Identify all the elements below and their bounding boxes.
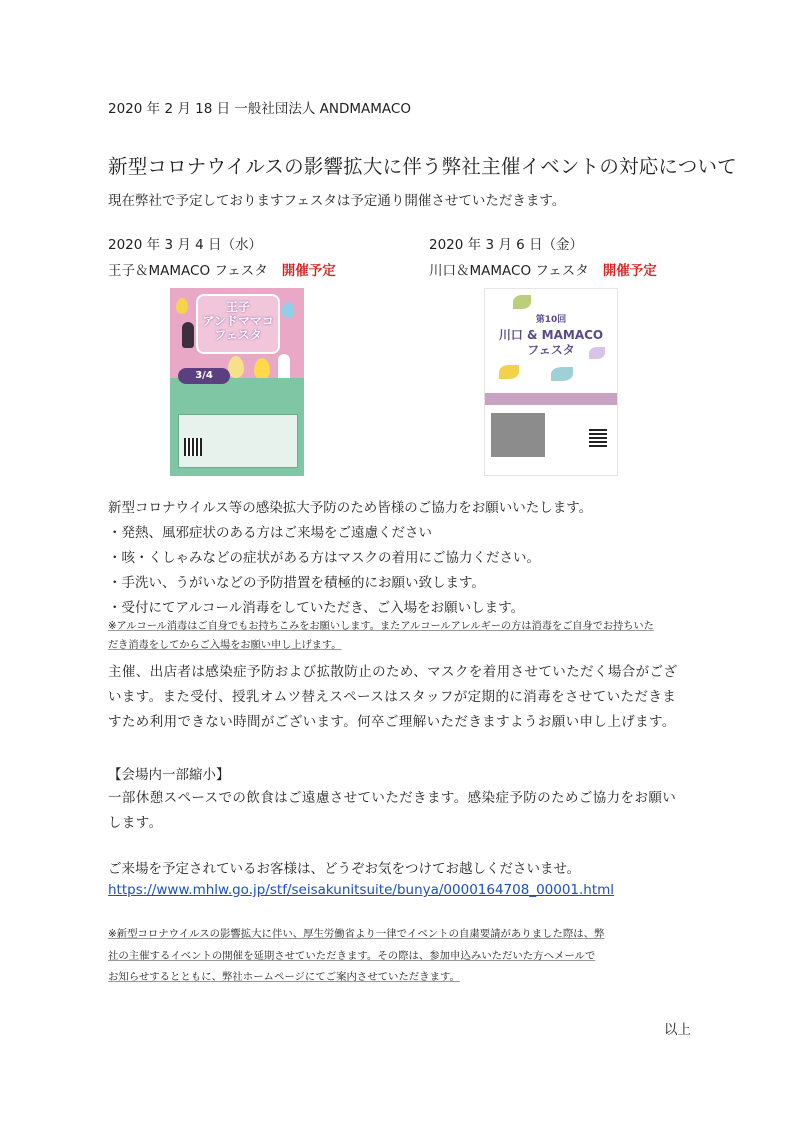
leaf-decoration <box>513 295 531 309</box>
list-item: ・手洗い、うがいなどの予防措置を積極的にお願い致します。 <box>108 575 485 591</box>
event-name: 川口＆MAMACO フェスタ <box>429 263 589 279</box>
event-name: 王子＆MAMACO フェスタ <box>108 263 268 279</box>
poster-date: 3/4 <box>178 368 230 384</box>
alcohol-note <box>108 617 698 655</box>
event-oji <box>108 233 336 279</box>
event-name-line <box>108 259 336 279</box>
egg-decoration <box>282 302 294 318</box>
paragraph-line: います。また受付、授乳オムツ替えスペースはスタッフが定期的に消毒をさせていただきま <box>108 689 677 705</box>
note-line: 社の主催するイベントの開催を延期させていただきます。その際は、参加申込みいただいた方へメールで <box>108 949 596 962</box>
section-line: します。 <box>108 815 163 831</box>
section-body <box>108 786 693 836</box>
section-heading: 【会場内一部縮小】 <box>108 767 230 783</box>
chick-illustration <box>254 358 270 380</box>
closing-text: ご来場を予定されているお客様は、どうぞお気をつけてお越しくださいませ。 <box>108 861 581 877</box>
event-name-line <box>429 259 657 279</box>
intro-text: 現在弊社で予定しておりますフェスタは予定通り開催させていただきます。 <box>108 193 566 209</box>
poster-title-line: 王子 <box>225 300 250 314</box>
note-line: お知らせするとともに、弊社ホームページにてご案内させていただきます。 <box>108 971 460 983</box>
egg-decoration <box>176 298 188 314</box>
postponement-note <box>108 924 696 989</box>
qr-code-icon <box>589 429 607 447</box>
list-item: ・咳・くしゃみなどの症状がある方はマスクの着用にご協力ください。 <box>108 550 540 566</box>
status-badge: 開催予定 <box>602 263 657 279</box>
section-line: 一部休憩スペースでの飲食はご遠慮させていただきます。感染症予防のためご協力をお願い <box>108 790 677 806</box>
map-image <box>491 413 545 457</box>
bunny-illustration <box>278 354 290 380</box>
poster-title-line: フェスタ <box>214 328 262 342</box>
poster-title <box>196 294 280 354</box>
mhlw-link[interactable]: https://www.mhlw.go.jp/stf/seisakunitsuite/bunya/0000164708_00001.html <box>108 882 615 898</box>
bunny-illustration <box>182 322 194 348</box>
header-date-org: 2020 年 2 月 18 日 一般社団法人 ANDMAMACO <box>108 101 411 117</box>
page-title: 新型コロナウイルスの影響拡大に伴う弊社主催イベントの対応について <box>108 155 737 178</box>
event-kawaguchi <box>429 233 657 279</box>
note-line: ※アルコール消毒はご自身でもお持ちこみをお願いします。またアルコールアレルギーの方は消毒をご自身でお持ちいた <box>108 621 654 632</box>
precaution-list <box>108 496 592 621</box>
event-date: 2020 年 3 月 4 日（水） <box>108 237 262 253</box>
poster-kawaguchi-festa <box>484 288 618 476</box>
paragraph-line: 主催、出店者は感染症予防および拡散防止のため、マスクを着用させていただく場合がござ <box>108 664 678 680</box>
note-line: だき消毒をしてからご入場をお願い申し上げます。 <box>108 640 342 651</box>
paragraph-line: すため利用できない時間がございます。何卒ご理解いただきますようお願い申し上げます。 <box>108 714 676 730</box>
poster-title-line: 第10回 <box>535 315 567 325</box>
leaf-decoration <box>499 365 519 379</box>
poster-title <box>495 313 607 358</box>
leaf-decoration <box>551 367 573 381</box>
list-item: 新型コロナウイルス等の感染拡大予防のため皆様のご協力をお願いいたします。 <box>108 500 593 516</box>
note-line: ※新型コロナウイルスの影響拡大に伴い、厚生労働省より一律でイベントの自粛要請がありました際は、弊 <box>108 928 605 940</box>
egg-decoration <box>228 356 244 378</box>
poster-oji-festa <box>170 288 304 476</box>
poster-title-line: フェスタ <box>527 343 575 357</box>
closing-mark: 以上 <box>664 1022 691 1038</box>
list-item: ・発熱、風邪症状のある方はご来場をご遠慮ください <box>108 525 432 541</box>
poster-title-line: アンドママコ <box>202 314 274 328</box>
qr-code-icon <box>184 438 202 456</box>
list-item: ・受付にてアルコール消毒をしていただき、ご入場をお願いします。 <box>108 600 525 616</box>
poster-band <box>485 393 618 405</box>
organizer-paragraph <box>108 660 693 735</box>
poster-title-line: 川口 & MAMACO <box>498 328 604 342</box>
event-date: 2020 年 3 月 6 日（金） <box>429 237 583 253</box>
status-badge: 開催予定 <box>281 263 336 279</box>
